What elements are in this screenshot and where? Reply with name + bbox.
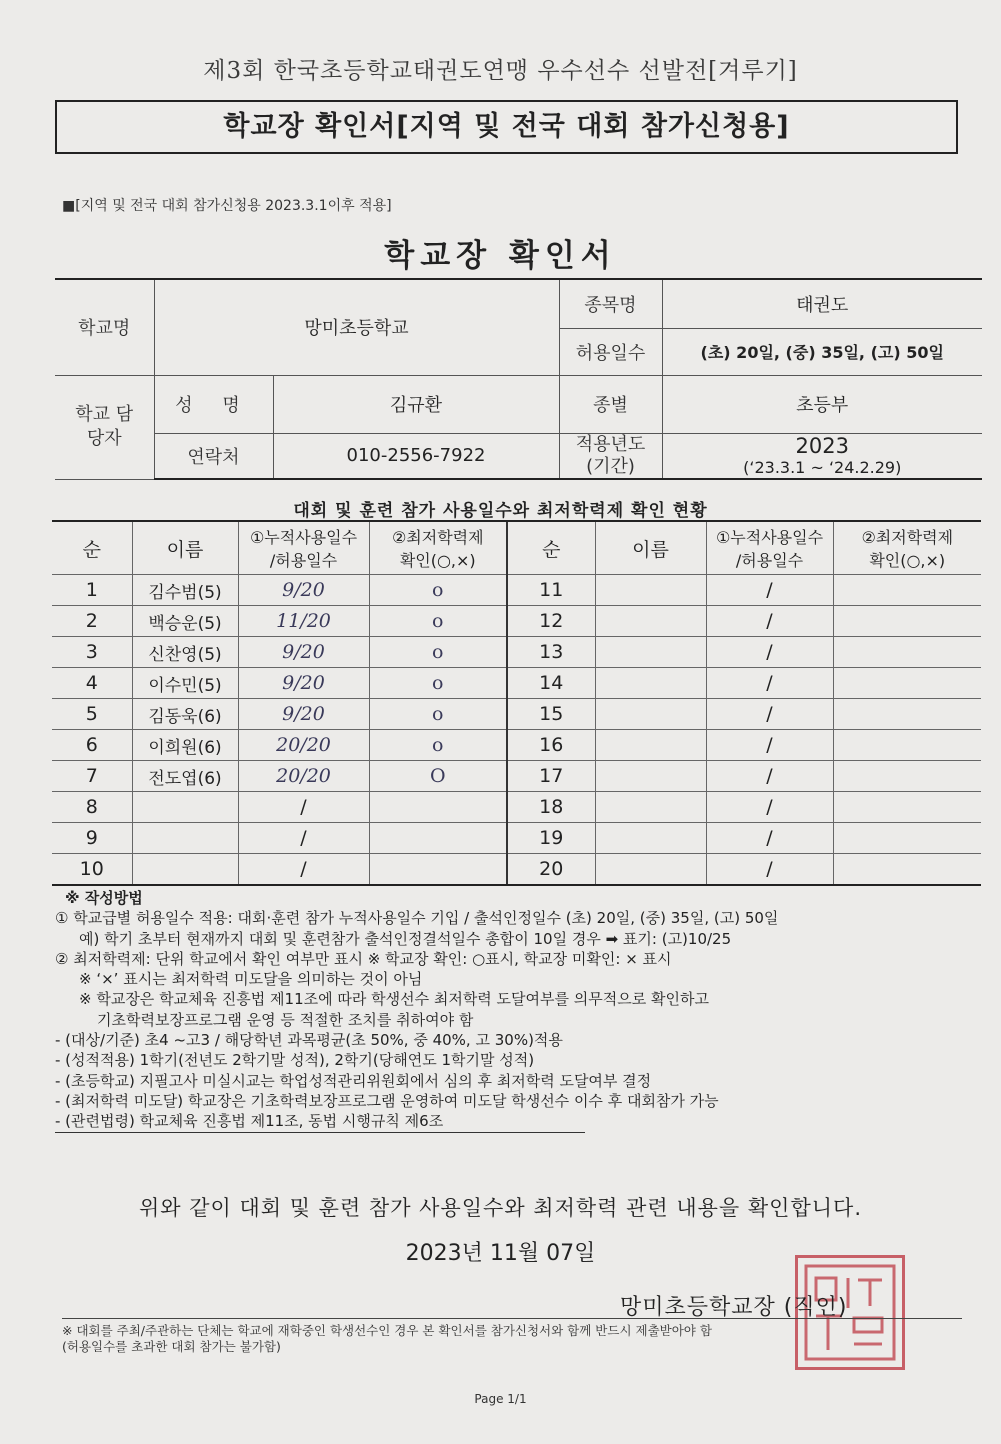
header-check-line2: 확인(○,×): [399, 551, 476, 570]
row-name-2: [595, 761, 706, 792]
staff-label: [55, 375, 154, 479]
row-no: 10: [52, 854, 132, 886]
row-no-2: 14: [507, 668, 595, 699]
row-name: 김동욱(6): [132, 699, 238, 730]
header-name-2: 이름: [595, 521, 706, 575]
row-days: 9/20: [238, 575, 369, 606]
row-check: o: [369, 730, 507, 761]
row-name-2: [595, 637, 706, 668]
row-check-2: [833, 699, 981, 730]
row-check: o: [369, 575, 507, 606]
row-name: 이희원(6): [132, 730, 238, 761]
header-days-line1: ①누적사용일수: [715, 528, 824, 547]
row-name: 전도엽(6): [132, 761, 238, 792]
header-days-line1: ①누적사용일수: [249, 528, 358, 547]
name-value: 김규환: [273, 375, 559, 433]
instruction-line: - (관련법령) 학교체육 진흥법 제11조, 동법 시행규칙 제6조: [55, 1111, 585, 1132]
row-check-2: [833, 730, 981, 761]
row-days-2: /: [706, 606, 833, 637]
year-value: 2023: [795, 434, 849, 459]
row-name-2: [595, 575, 706, 606]
year-label-text: 적용년도 (기간): [575, 433, 646, 477]
header-days-2: [706, 521, 833, 575]
header-days-line2: /허용일수: [269, 551, 338, 570]
header-check-line1: ②최저학력제: [391, 528, 484, 547]
row-days: 20/20: [238, 761, 369, 792]
row-no: 9: [52, 823, 132, 854]
instruction-line: - (최저학력 미도달) 학교장은 기초학력보장프로그램 운영하여 미도달 학생선수 이수 후 대회참가 가능: [55, 1091, 719, 1110]
row-days-2: /: [706, 699, 833, 730]
row-no-2: 17: [507, 761, 595, 792]
table-row: [52, 730, 981, 761]
row-no-2: 20: [507, 854, 595, 886]
row-name-2: [595, 823, 706, 854]
year-period: (‘23.3.1 ~ ‘24.2.29): [743, 458, 902, 478]
footnote: [62, 1318, 962, 1355]
row-no-2: 13: [507, 637, 595, 668]
table-row: [52, 699, 981, 730]
instruction-line: 기초학력보장프로그램 운영 등 적절한 조치를 취하여야 함: [97, 1010, 474, 1029]
instruction-line: ② 최저학력제: 단위 학교에서 확인 여부만 표시 ※ 학교장 확인: ○표시, 학교장 미확인: × 표시: [55, 949, 672, 968]
row-no: 2: [52, 606, 132, 637]
row-days-2: /: [706, 668, 833, 699]
header-days: [238, 521, 369, 575]
row-name: [132, 792, 238, 823]
row-check: [369, 823, 507, 854]
row-check-2: [833, 637, 981, 668]
row-name-2: [595, 699, 706, 730]
row-days: 9/20: [238, 637, 369, 668]
confirmation-statement: 위와 같이 대회 및 훈련 참가 사용일수와 최저학력 관련 내용을 확인합니다.: [138, 1196, 862, 1220]
name-label: 성 명: [154, 375, 273, 433]
row-name-2: [595, 792, 706, 823]
row-name: [132, 854, 238, 886]
school-value: 망미초등학교: [154, 279, 559, 375]
instruction-line: ※ ‘×’ 표시는 최저학력 미도달을 의미하는 것이 아님: [79, 970, 423, 989]
row-no: 3: [52, 637, 132, 668]
row-days: /: [238, 823, 369, 854]
form-title-box: 학교장 확인서[지역 및 전국 대회 참가신청용]: [55, 100, 958, 154]
records-table: [52, 520, 981, 886]
row-days-2: /: [706, 792, 833, 823]
instruction-line: ※ 학교장은 학교체육 진흥법 제11조에 따라 학생선수 최저학력 도달여부를 의무적으로 확인하고: [79, 990, 709, 1009]
row-check-2: [833, 854, 981, 886]
row-check-2: [833, 575, 981, 606]
row-check: o: [369, 637, 507, 668]
row-days: 9/20: [238, 668, 369, 699]
row-no: 6: [52, 730, 132, 761]
row-no-2: 19: [507, 823, 595, 854]
row-no: 8: [52, 792, 132, 823]
row-no-2: 11: [507, 575, 595, 606]
row-no: 5: [52, 699, 132, 730]
page-number: Page 1/1: [474, 1392, 527, 1406]
table-row: [52, 575, 981, 606]
table-row: [52, 823, 981, 854]
table-row: [52, 637, 981, 668]
row-no-2: 18: [507, 792, 595, 823]
principal-signature: 망미초등학교장 (직인): [620, 1295, 848, 1320]
instruction-line: 예) 학기 초부터 현재까지 대회 및 훈련참가 출석인정결석일수 총합이 10일 경우 ➡ 표기: (고)10/25: [79, 929, 732, 948]
header-check-2: [833, 521, 981, 575]
row-name-2: [595, 854, 706, 886]
row-check: o: [369, 699, 507, 730]
row-days: 20/20: [238, 730, 369, 761]
row-check: [369, 854, 507, 886]
row-days: /: [238, 854, 369, 886]
allowed-days-label: 허용일수: [559, 328, 662, 375]
header-no: 순: [52, 521, 132, 575]
row-name: 백승운(5): [132, 606, 238, 637]
event-label: 종목명: [559, 279, 662, 328]
row-check: o: [369, 606, 507, 637]
row-no: 7: [52, 761, 132, 792]
row-check: [369, 792, 507, 823]
row-check: O: [369, 761, 507, 792]
row-check: o: [369, 668, 507, 699]
row-check-2: [833, 823, 981, 854]
footnote-line: (허용일수를 초과한 대회 참가는 불가함): [62, 1339, 281, 1354]
row-name: 이수민(5): [132, 668, 238, 699]
main-title: 학교장 확인서: [384, 238, 617, 274]
row-days-2: /: [706, 854, 833, 886]
row-days-2: /: [706, 730, 833, 761]
instructions: [55, 888, 975, 1133]
row-days-2: /: [706, 761, 833, 792]
row-days-2: /: [706, 637, 833, 668]
row-name: [132, 823, 238, 854]
info-table: [55, 278, 982, 480]
table-header-row: [52, 521, 981, 575]
row-days: 11/20: [238, 606, 369, 637]
instruction-line: ※ 작성방법: [65, 889, 143, 907]
row-name-2: [595, 730, 706, 761]
staff-label-text: 학교 담당자: [75, 404, 134, 449]
table-row: [52, 854, 981, 886]
category-label: 종별: [559, 375, 662, 433]
header-check-line2: 확인(○,×): [869, 551, 946, 570]
header-name: 이름: [132, 521, 238, 575]
school-label: 학교명: [55, 279, 154, 375]
row-check-2: [833, 792, 981, 823]
allowed-days-value: (초) 20일, (중) 35일, (고) 50일: [662, 328, 982, 375]
row-check-2: [833, 668, 981, 699]
year-cell: [662, 433, 982, 479]
instruction-line: ① 학교급별 허용일수 적용: 대회·훈련 참가 누적사용일수 기입 / 출석인정일수 (초) 20일, (중) 35일, (고) 50일: [55, 909, 779, 928]
issue-date: 2023년 11월 07일: [405, 1241, 596, 1266]
status-subtitle: 대회 및 훈련 참가 사용일수와 최저학력제 확인 현황: [293, 501, 708, 521]
contact-label: 연락처: [154, 433, 273, 479]
table-row: [52, 761, 981, 792]
table-row: [52, 792, 981, 823]
instruction-line: - (성적적용) 1학기(전년도 2학기말 성적), 2학기(당해연도 1학기말 성적): [55, 1051, 535, 1070]
applicability-notice: ■[지역 및 전국 대회 참가신청용 2023.3.1이후 적용]: [62, 198, 392, 214]
header-check-line1: ②최저학력제: [861, 528, 954, 547]
row-days-2: /: [706, 823, 833, 854]
year-label: [559, 433, 662, 479]
header-check: [369, 521, 507, 575]
row-no-2: 16: [507, 730, 595, 761]
header-days-line2: /허용일수: [735, 551, 804, 570]
row-name-2: [595, 668, 706, 699]
row-check-2: [833, 606, 981, 637]
header-no-2: 순: [507, 521, 595, 575]
row-name: 김수범(5): [132, 575, 238, 606]
row-no: 4: [52, 668, 132, 699]
instruction-line: - (초등학교) 지필고사 미실시교는 학업성적관리위원회에서 심의 후 최저학력 도달여부 결정: [55, 1071, 652, 1090]
row-no: 1: [52, 575, 132, 606]
row-name-2: [595, 606, 706, 637]
table-row: [52, 606, 981, 637]
event-value: 태권도: [662, 279, 982, 328]
table-row: [52, 668, 981, 699]
competition-header: 제3회 한국초등학교태권도연맹 우수선수 선발전[겨루기]: [203, 58, 798, 84]
category-value: 초등부: [662, 375, 982, 433]
row-no-2: 15: [507, 699, 595, 730]
row-days: /: [238, 792, 369, 823]
row-no-2: 12: [507, 606, 595, 637]
footnote-line: ※ 대회를 주최/주관하는 단체는 학교에 재학중인 학생선수인 경우 본 확인서를 참가신청서와 함께 반드시 제출받아야 함: [62, 1323, 712, 1338]
row-check-2: [833, 761, 981, 792]
instruction-line: - (대상/기준) 초4 ~고3 / 해당학년 과목평균(초 50%, 중 40%, 고 30%)적용: [55, 1031, 563, 1050]
row-days: 9/20: [238, 699, 369, 730]
row-name: 신찬영(5): [132, 637, 238, 668]
contact-value: 010-2556-7922: [273, 433, 559, 479]
row-days-2: /: [706, 575, 833, 606]
